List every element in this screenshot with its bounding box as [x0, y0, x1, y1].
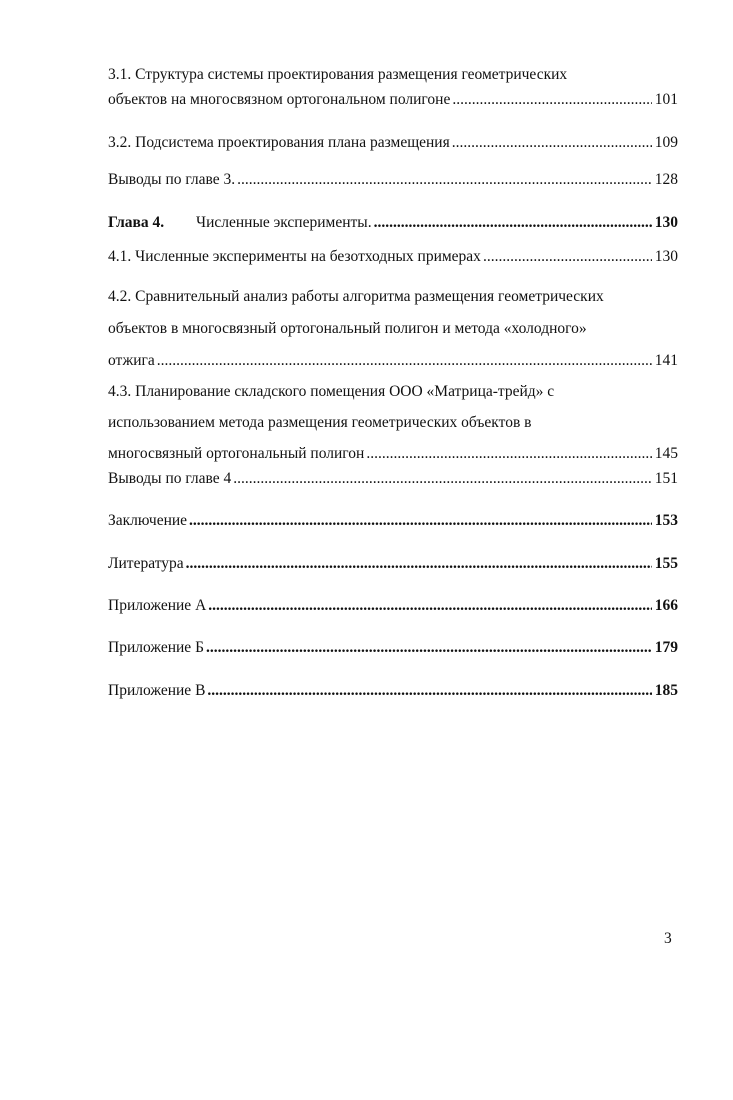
toc-entry-text: Выводы по главе 4: [108, 470, 232, 487]
leader-dots: [233, 466, 652, 491]
toc-entry-text: объектов на многосвязном ортогональном полигоне: [108, 91, 451, 108]
toc-entry-chapter-4[interactable]: [108, 210, 678, 235]
leader-dots: [207, 678, 652, 703]
toc-entry-text: многосвязный ортогональный полигон: [108, 445, 365, 462]
toc-page-number: 130: [654, 214, 678, 231]
toc-entry-text: Приложение Б: [108, 639, 204, 656]
toc-entry-conclusions-ch3[interactable]: [108, 167, 678, 192]
toc-page-number: 130: [654, 248, 678, 265]
page-number: 3: [664, 930, 672, 947]
toc-page-number: 109: [654, 134, 678, 151]
toc-entry-appendix-v[interactable]: [108, 678, 678, 703]
leader-dots: [366, 438, 652, 469]
toc-page-number: 153: [654, 512, 678, 529]
toc-entry-3-2[interactable]: [108, 130, 678, 155]
toc-entry-text: Заключение: [108, 512, 188, 529]
toc-page-number: 101: [654, 91, 678, 108]
toc-entry-text: 4.2. Сравнительный анализ работы алгоритма размещения геометрических: [108, 288, 604, 305]
toc-entry-text: использованием метода размещения геометрических объектов в: [108, 414, 532, 431]
toc-entry-text: 4.3. Планирование складского помещения ООО «Матрица-трейд» с: [108, 383, 555, 400]
toc-entry-text: Литература: [108, 555, 184, 572]
leader-dots: [452, 130, 652, 155]
leader-dots: [186, 551, 652, 576]
toc-entry-conclusions-ch4[interactable]: [108, 466, 678, 491]
chapter-label: Глава 4.: [108, 214, 165, 231]
leader-dots: [157, 345, 652, 377]
toc-entry-appendix-a[interactable]: [108, 593, 678, 618]
toc-page-number: 128: [654, 171, 678, 188]
toc-page-number: 145: [654, 445, 678, 462]
toc-page-number: 155: [654, 555, 678, 572]
toc-page-number: 151: [654, 470, 678, 487]
chapter-title: Численные эксперименты.: [196, 214, 372, 231]
toc-page-number: 141: [654, 352, 678, 369]
toc-entry-4-1[interactable]: [108, 244, 678, 269]
leader-dots: [483, 244, 652, 269]
toc-entry-text: Приложение А: [108, 597, 207, 614]
toc-entry-conclusion[interactable]: [108, 508, 678, 533]
toc-entry-text: объектов в многосвязный ортогональный полигон и метода «холодного»: [108, 320, 587, 337]
leader-dots: [237, 167, 652, 192]
leader-dots: [452, 87, 652, 112]
toc-entry-text: 4.1. Численные эксперименты на безотходных примерах: [108, 248, 481, 265]
toc-page-number: 185: [654, 682, 678, 699]
toc-entry-literature[interactable]: [108, 551, 678, 576]
leader-dots: [374, 210, 652, 235]
toc-entry-3-1[interactable]: [108, 62, 678, 112]
leader-dots: [189, 508, 652, 533]
toc-page-number: 179: [654, 639, 678, 656]
toc-entry-4-2[interactable]: [108, 281, 678, 377]
leader-dots: [208, 593, 652, 618]
toc-entry-4-3[interactable]: [108, 376, 678, 469]
toc-entry-text: Выводы по главе 3.: [108, 171, 236, 188]
toc-page-number: 166: [654, 597, 678, 614]
toc-entry-text: 3.1. Структура системы проектирования размещения геометрических: [108, 66, 568, 83]
toc-entry-text: 3.2. Подсистема проектирования плана размещения: [108, 134, 450, 151]
toc-entry-text: Приложение В: [108, 682, 206, 699]
leader-dots: [206, 635, 652, 660]
toc-entry-appendix-b[interactable]: [108, 635, 678, 660]
toc-entry-text: отжига: [108, 352, 155, 369]
